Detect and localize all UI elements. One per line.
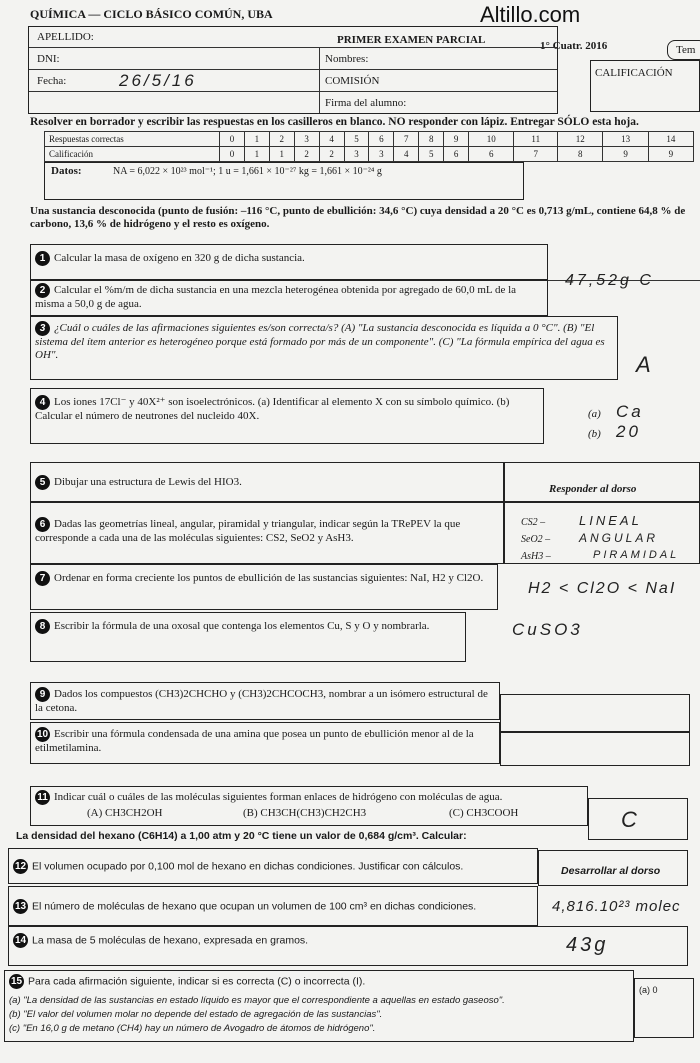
q11-number: 11 [35,790,50,805]
q7-answer[interactable]: H2 < Cl2O < NaI [528,580,677,597]
grid-cell: 4 [319,132,344,147]
q6-mol1: CS2 – [521,517,546,528]
grid-cell: 6 [444,147,469,162]
tema-box: Tem [667,40,700,60]
q13-box [8,886,538,926]
q4a-answer[interactable]: Ca [616,402,644,421]
grade-grid [44,131,694,162]
grid-cell: 3 [294,132,319,147]
grid-cell: 9 [444,132,469,147]
grid-cell: 14 [648,132,693,147]
q14-number: 14 [14,935,27,946]
q15-text: Para cada afirmación siguiente, indicar si es correcta (C) o incorrecta (I). [28,975,366,988]
datos-value: NA = 6,022 × 10²³ mol⁻¹; 1 u = 1,661 × 10⁻²⁷ kg = 1,661 × 10⁻²⁴ g [113,166,382,177]
q6-answer1[interactable]: LINEAL [579,513,642,528]
term: 1° Cuatr. 2016 [540,40,608,52]
q10-box [30,722,500,764]
grid-cell: 13 [603,132,648,147]
q5-answer: Responder al dorso [504,462,700,502]
q6-answer-box [504,502,700,564]
grid-cell: 1 [269,147,294,162]
grid-row1-label: Respuestas correctas [45,132,220,147]
q1-box [30,244,548,280]
nombres-label: Nombres: [325,53,369,65]
comision-label: COMISIÓN [325,75,380,87]
q9-box [30,682,500,720]
q5-box [30,462,504,502]
q1-text: Calcular la masa de oxígeno en 320 g de dicha sustancia. [54,252,305,265]
grid-cell: 0 [220,147,245,162]
q3-text: ¿Cuál o cuáles de las afirmaciones siguientes es/son correcta/s? (A) "La sustancia desconocida es líquida a 0 °C". (B) "El sistema del ítem anterior es heterogéneo porque está formado por más de un componente". (C) "La fórmula empírica del agua es OH". [35,322,605,361]
calificacion-box: CALIFICACIÓN [590,60,700,112]
q6-mol2: SeO2 – [521,534,551,545]
q2-answer[interactable]: 47,52g C [565,272,654,289]
grid-cell: 1 [244,147,269,162]
grid-cell: 4 [394,147,419,162]
q10-answer[interactable] [500,732,690,766]
q6-number: 6 [35,517,50,532]
q6-mol3: AsH3 – [521,551,551,562]
grid-cell: 9 [648,147,693,162]
exam-title: PRIMER EXAMEN PARCIAL [337,34,486,46]
q2-box [30,280,548,316]
q6-box [30,502,504,564]
q4b-label: (b) [588,428,601,440]
grid-cell: 9 [603,147,648,162]
q15-b: (b) "El valor del volumen molar no depende del estado de agregación de las sustancias". [9,1009,383,1020]
dni-label: DNI: [37,53,60,65]
q12-number: 12 [14,861,27,872]
fecha-value: 26/5/16 [119,71,197,90]
q7-number: 7 [35,571,50,586]
q8-box [30,612,466,662]
q1-number: 1 [35,251,50,266]
q2-text: Calcular el %m/m de dicha sustancia en una mezcla heterogénea obtenida por agregado de 60,0 mL de la misma a 50,0 g de agua. [35,284,517,310]
q6-answer3[interactable]: PIRAMIDAL [593,549,680,561]
q6-answer2[interactable]: ANGULAR [579,531,659,545]
q15-answer[interactable]: (a) 0 [634,978,694,1038]
intro-hexane: La densidad del hexano (C6H14) a 1,00 atm y 20 °C tiene un valor de 0,684 g/cm³. Calcular: [16,830,467,842]
q12-answer: Desarrollar al dorso [538,850,688,886]
firma-label: Firma del alumno: [325,97,407,109]
grid-cell: 11 [514,132,558,147]
fecha-label: Fecha: [37,75,67,87]
instructions: Resolver en borrador y escribir las respuestas en los casilleros en blanco. NO responder con lápiz. Entregar SÓLO esta hoja. [30,116,639,128]
grid-cell: 1 [244,132,269,147]
grid-cell: 2 [294,147,319,162]
grid-cell: 7 [514,147,558,162]
student-info-table [28,26,558,114]
q11-answer[interactable]: C [621,807,640,832]
q4-text: Los iones 17Cl⁻ y 40X²⁺ son isoelectrónicos. (a) Identificar al elemento X con su símbolo químico. (b) Calcular el número de neutrones del nucleido 40X. [35,396,510,422]
q9-text: Dados los compuestos (CH3)2CHCHO y (CH3)2CHCOCH3, nombrar a un isómero estructural de la cetona. [35,688,488,714]
q3-box [30,316,618,380]
q15-a: (a) "La densidad de las sustancias en estado líquido es mayor que el correspondiente a aquellas en estado gaseoso". [9,995,505,1006]
grid-cell: 10 [469,132,514,147]
q11-answer-box [588,798,688,840]
grid-cell: 3 [369,147,394,162]
q4b-answer[interactable]: 20 [616,422,641,441]
q11-option-c: (C) CH3COOH [449,807,519,819]
datos-label: Datos: [51,165,82,177]
q10-text: Escribir una fórmula condensada de una amina que posea un punto de ebullición menor al de la etilmetilamina. [35,728,474,754]
intro-substance: Una sustancia desconocida (punto de fusión: –116 °C, punto de ebullición: 34,6 °C) cuya densidad a 20 °C es 0,713 g/mL, contiene 64,8 % de carbono, 13,6 % de hidrógeno y el resto es oxígeno. [30,205,686,230]
grid-cell: 6 [369,132,394,147]
q5-number: 5 [35,475,50,490]
q8-text: Escribir la fórmula de una oxosal que contenga los elementos Cu, S y O y nombrarla. [54,620,430,633]
grid-cell: 5 [419,147,444,162]
q5-text: Dibujar una estructura de Lewis del HIO3. [54,476,242,489]
datos-box [44,162,524,200]
q3-answer[interactable]: A [636,352,654,377]
grid-cell: 2 [319,147,344,162]
q11-text: Indicar cuál o cuáles de las moléculas siguientes forman enlaces de hidrógeno con moléculas de agua. [54,791,503,804]
q12-box [8,848,538,884]
q11-option-b: (B) CH3CH(CH3)CH2CH3 [243,807,367,819]
q15-c: (c) "En 16,0 g de metano (CH4) hay un número de Avogadro de átomos de hidrógeno". [9,1023,376,1034]
q13-number: 13 [14,901,27,912]
q12-text: El volumen ocupado por 0,100 mol de hexano en dichas condiciones. Justificar con cálculos. [32,860,464,873]
q10-number: 10 [36,729,49,740]
q11-box [30,786,588,826]
q9-answer[interactable] [500,694,690,732]
q3-number: 3 [35,321,50,336]
grid-cell: 6 [469,147,514,162]
apellido-label: APELLIDO: [37,31,94,43]
q15-number: 15 [10,976,23,987]
grid-cell: 7 [394,132,419,147]
grid-cell: 3 [344,147,369,162]
grid-cell: 5 [344,132,369,147]
q4-box [30,388,544,444]
watermark: Altillo.com [480,2,581,27]
q4a-label: (a) [588,408,601,420]
course-title: QUÍMICA — CICLO BÁSICO COMÚN, UBA [30,7,273,21]
q11-option-a: (A) CH3CH2OH [87,807,163,819]
q13-text: El número de moléculas de hexano que ocupan un volumen de 100 cm³ en dichas condiciones. [32,900,477,913]
q14-text: La masa de 5 moléculas de hexano, expresada en gramos. [32,934,309,947]
grid-row2-label: Calificación [45,147,220,162]
q2-number: 2 [35,283,50,298]
q7-box [30,564,498,610]
grid-cell: 12 [558,132,603,147]
q8-number: 8 [35,619,50,634]
q13-answer[interactable]: 4,816.10²³ molec [552,898,681,915]
q4-number: 4 [35,395,50,410]
grid-cell: 2 [269,132,294,147]
q6-text: Dadas las geometrías lineal, angular, piramidal y triangular, indicar según la TRePEV la que corresponde a cada una de las moléculas siguientes: CS2, SeO2 y AsH3. [35,518,461,544]
q7-text: Ordenar en forma creciente los puntos de ebullición de las sustancias siguientes: NaI, H2 y Cl2O. [54,572,484,585]
q9-number: 9 [35,687,50,702]
grid-cell: 8 [419,132,444,147]
grid-cell: 8 [558,147,603,162]
q15-box [4,970,634,1042]
grid-cell: 0 [220,132,245,147]
q14-answer[interactable]: 43g [566,934,609,956]
q8-answer[interactable]: CuSO3 [512,620,583,639]
